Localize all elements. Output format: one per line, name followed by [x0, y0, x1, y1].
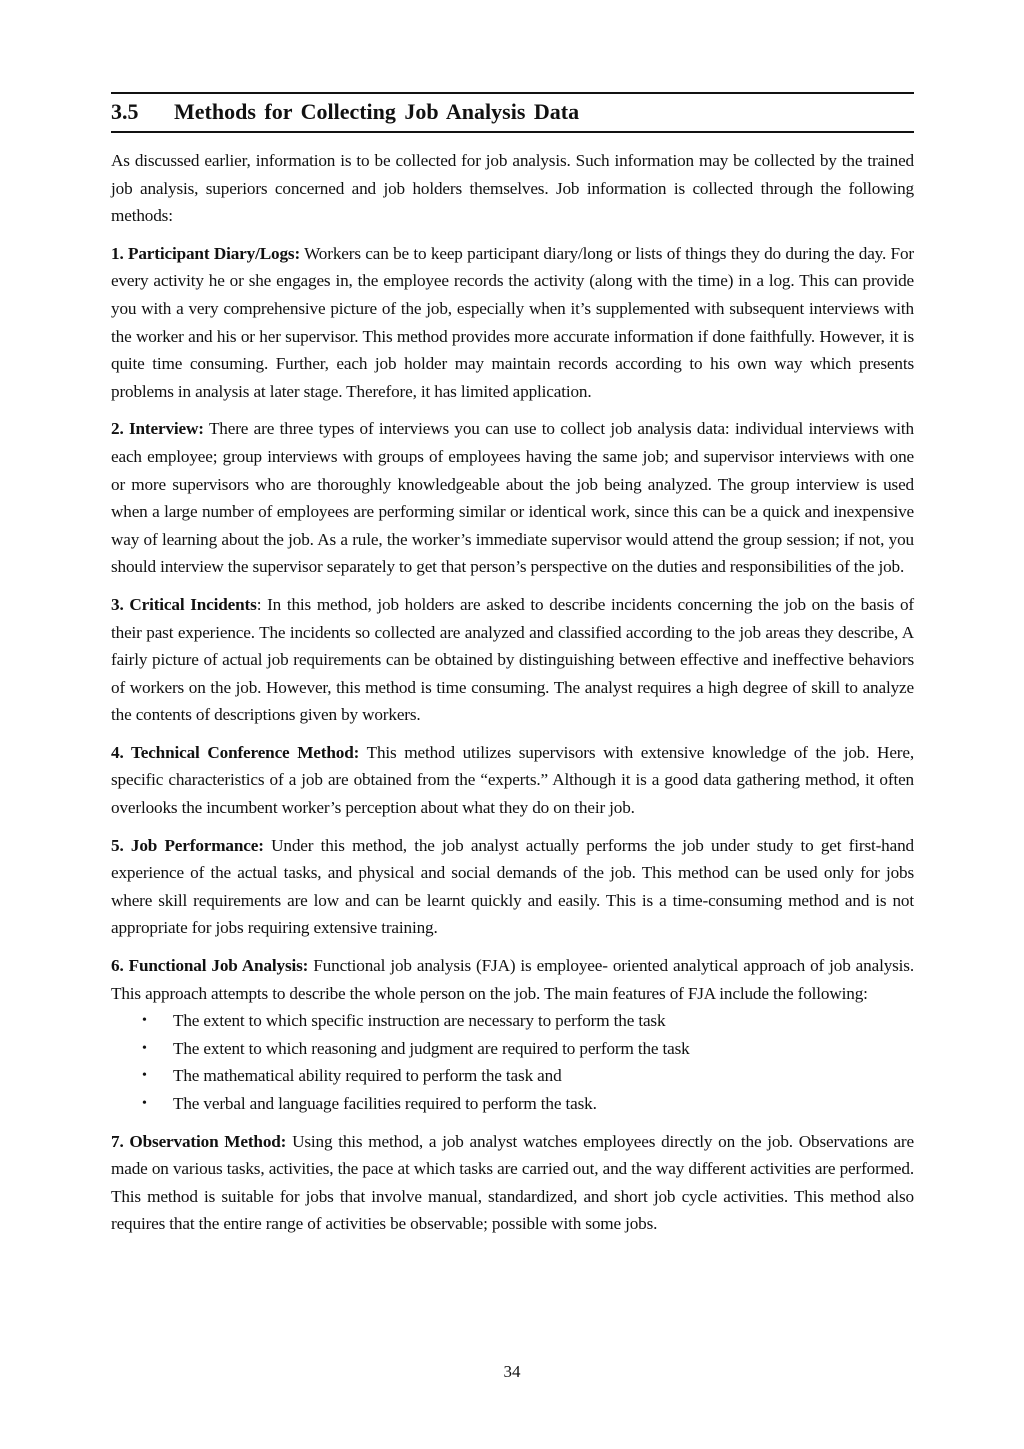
method-label: 5. Job Performance: [111, 835, 264, 855]
method-text: Workers can be to keep participant diary/long or lists of things they do during the day. For every activity he or she engages in, the employee records the activity (along with the time) in a log. This can provide you with a very comprehensive picture of the job, especially when it’s supplemented with subsequent interviews with the worker and his or her supervisor. This method provides more accurate information if done faithfully. However, it is quite time consuming. Further, each job holder may maintain records according to his own way which presents problems in analysis at later stage. Therefore, it has limited application. [111, 243, 914, 401]
list-item-text: The extent to which reasoning and judgment are required to perform the task [173, 1038, 690, 1058]
bullet-icon: • [142, 1013, 147, 1029]
method-text: This method utilizes supervisors with extensive knowledge of the job. Here, specific characteristics of a job are obtained from the “experts.” Although it is a good data gathering method, it often overlooks the incumbent worker’s perception about what they do on their job. [111, 742, 914, 818]
list-item-text: The mathematical ability required to perform the task and [173, 1066, 562, 1086]
section-number: 3.5 [111, 99, 139, 124]
method-job-performance [111, 832, 914, 942]
list-item-text: The extent to which specific instruction are necessary to perform the task [173, 1011, 666, 1031]
method-label: 1. Participant Diary/Logs: [111, 243, 301, 263]
intro-paragraph: As discussed earlier, information is to be collected for job analysis. Such information may be collected by the trained job analysis, superiors concerned and job holders themselves. Job information is collected through the following methods: [111, 151, 914, 226]
heading-bottom-rule [111, 131, 914, 133]
list-item [111, 1035, 914, 1063]
method-label: 4. Technical Conference Method: [111, 742, 360, 762]
method-participant-diary [111, 240, 914, 406]
method-label: 7. Observation Method: [111, 1131, 287, 1151]
method-text: Under this method, the job analyst actually performs the job under study to get first-hand experience of the actual tasks, and physical and social demands of the job. This method can be used only for jobs where skill requirements are low and can be learnt quickly and easily. This is a time-consuming method and is not appropriate for jobs requiring extensive training. [111, 835, 914, 938]
list-item [111, 1062, 914, 1090]
method-critical-incidents [111, 591, 914, 729]
section-heading [111, 94, 914, 131]
page-number: 34 [503, 1362, 521, 1381]
list-item [111, 1090, 914, 1118]
bullet-icon: • [142, 1096, 147, 1111]
method-text: Using this method, a job analyst watches employees directly on the job. Observations are made on various tasks, activities, the pace at which tasks are carried out, and the way different activities are performed. This method is suitable for jobs that involve manual, standardized, and short job cycle activities. This method also requires that the entire range of activities be observable; possible with some jobs. [111, 1131, 914, 1234]
fja-features-list [111, 1007, 914, 1117]
bullet-icon: • [142, 1040, 147, 1056]
list-item-text: The verbal and language facilities required to perform the task. [173, 1094, 597, 1113]
method-text: Functional job analysis (FJA) is employee- oriented analytical approach of job analysis. This approach attempts to describe the whole person on the job. The main features of FJA include the following: [111, 956, 914, 1003]
method-observation [111, 1128, 914, 1238]
section-title: Methods for Collecting Job Analysis Data [174, 99, 580, 124]
method-text: : In this method, job holders are asked to describe incidents concerning the job on the basis of their past experience. The incidents so collected are analyzed and classified according to the job areas they describe, A fairly picture of actual job requirements can be obtained by distinguishing between effective and ineffective behaviors of workers on the job. However, this method is time consuming. The analyst requires a high degree of skill to analyze the contents of descriptions given by workers. [111, 594, 914, 725]
method-technical-conference [111, 739, 914, 822]
method-text: There are three types of interviews you can use to collect job analysis data: individual interviews with each employee; group interviews with groups of employees having the same job; and supervisor interviews with one or more supervisors who are thoroughly knowledgeable about the job being analyzed. The group interview is used when a large number of employees are performing similar or identical work, since this can be a quick and inexpensive way of learning about the job. As a rule, the worker’s immediate supervisor would attend the group session; if not, you should interview the supervisor separately to get that person’s perspective on the duties and responsibilities of the job. [111, 419, 914, 577]
method-functional-job-analysis [111, 952, 914, 1007]
document-page [111, 92, 914, 1238]
bullet-icon: • [142, 1068, 147, 1084]
method-label: 6. Functional Job Analysis: [111, 956, 309, 976]
method-label: 3. Critical Incidents [111, 594, 257, 614]
method-label: 2. Interview: [111, 419, 204, 439]
method-interview [111, 415, 914, 581]
list-item [111, 1007, 914, 1035]
